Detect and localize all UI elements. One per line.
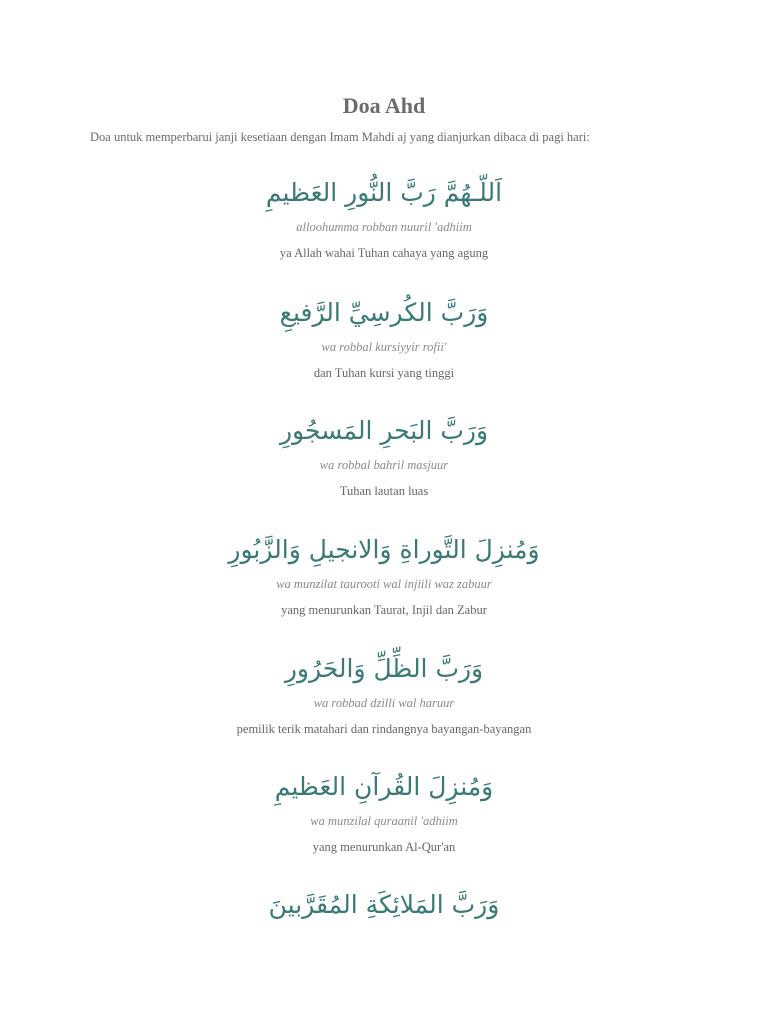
translation: yang menurunkan Al-Qur'an	[312, 840, 456, 854]
verse-block-1	[0, 173, 768, 261]
page-title: Doa Ahd	[342, 93, 426, 118]
arabic-text: وَمُنزِلَ التَّوراةِ وَالانجيلِ وَالزَّبُورِ	[228, 535, 540, 564]
verse-block-5	[0, 649, 768, 737]
transliteration: alloohumma robban nuuril 'adhiim	[296, 220, 472, 234]
arabic-text: وَرَبَّ الكُرسِيِّ الرَّفيعِ	[279, 298, 489, 327]
transliteration: wa robbal bahril masjuur	[319, 458, 449, 472]
arabic-text: وَمُنزِلَ القُرآنِ العَظيمِ	[274, 772, 494, 801]
verse-block-6	[0, 767, 768, 855]
arabic-text: وَرَبَّ الظِّلِّ وَالحَرُورِ	[284, 654, 484, 683]
verse-block-4	[0, 530, 768, 618]
arabic-text: وَرَبَّ المَلائِكَةِ المُقَرَّبينَ	[268, 890, 500, 919]
verse-block-3	[0, 411, 768, 499]
translation: yang menurunkan Taurat, Injil dan Zabur	[281, 603, 487, 617]
translation: Tuhan lautan luas	[339, 484, 429, 498]
verse-block-7	[0, 885, 768, 925]
transliteration: wa munzilal quraanil 'adhiim	[310, 814, 458, 828]
verse-block-2	[0, 293, 768, 381]
translation: dan Tuhan kursi yang tinggi	[313, 366, 455, 380]
transliteration: wa munzilat taurooti wal injiili waz zabuur	[276, 577, 492, 591]
translation: pemilik terik matahari dan rindangnya bayangan-bayangan	[236, 722, 532, 736]
translation: ya Allah wahai Tuhan cahaya yang agung	[279, 246, 489, 260]
arabic-text: وَرَبَّ البَحرِ المَسجُورِ	[279, 416, 489, 445]
arabic-text: اَللّـهُمَّ رَبَّ النُّورِ العَظيمِ	[265, 178, 503, 207]
transliteration: wa robbad dzilli wal haruur	[313, 696, 455, 710]
transliteration: wa robbal kursiyyir rofii'	[321, 340, 447, 354]
intro-paragraph: Doa untuk memperbarui janji kesetiaan dengan Imam Mahdi aj yang dianjurkan dibaca di pagi hari:	[90, 130, 590, 144]
